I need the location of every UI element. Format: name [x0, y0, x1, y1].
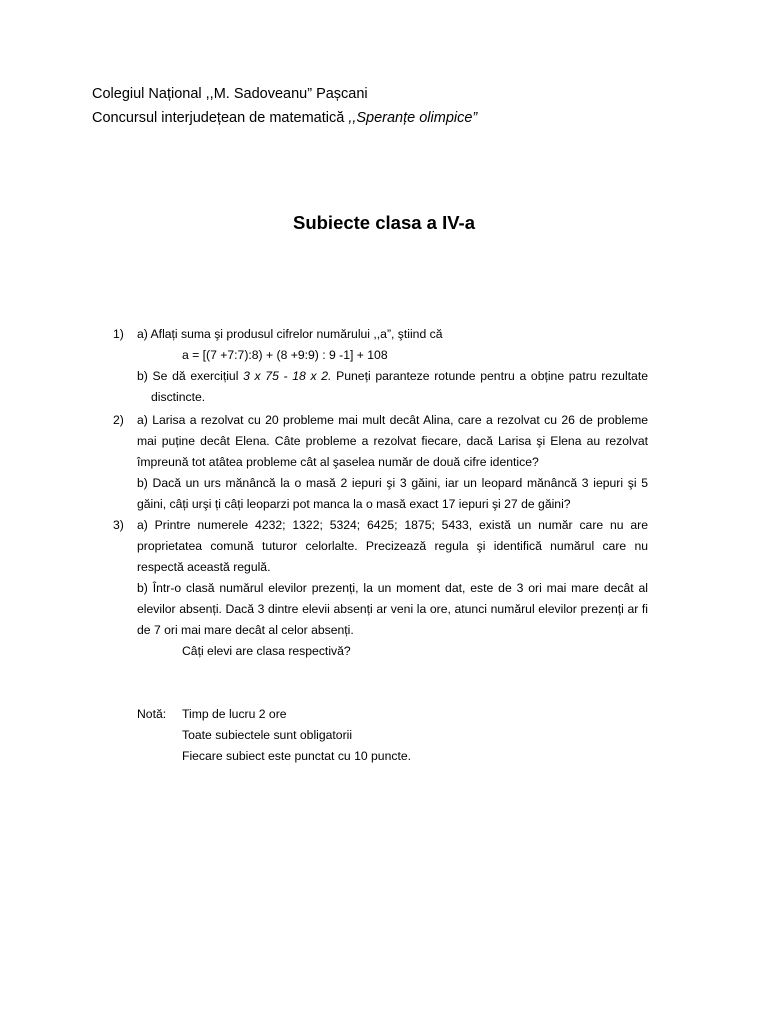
contest-line: [92, 110, 477, 126]
problem-1-expression: 3 x 75 - 18 x 2.: [243, 369, 332, 383]
note-label: Notă:: [137, 707, 167, 721]
contest-name: ,,Speranțe olimpice”: [348, 110, 478, 126]
problem-3-line-6: de 7 ori mai mare decât al celor absenți.: [137, 623, 354, 637]
problem-1-line-b2: disctincte.: [151, 390, 206, 404]
problem-1-line-b: b) Se dă exercițiul 3 x 75 - 18 x 2. Puneți paranteze rotunde pentru a obține patru rezultate: [137, 369, 648, 383]
problem-1-formula: a = [(7 +7:7):8) + (8 +9:9) : 9 -1] + 108: [182, 348, 388, 362]
problem-3-line-7: Câți elevi are clasa respectivă?: [182, 644, 351, 658]
problem-3-line-1: a) Printre numerele 4232; 1322; 5324; 6425; 1875; 5433, există un număr care nu are: [137, 518, 648, 532]
contest-prefix: Concursul interjudețean de matematică: [92, 110, 349, 126]
problem-3-line-4: b) Într-o clasă numărul elevilor prezenți, la un moment dat, este de 3 ori mai mare decât al: [137, 581, 648, 595]
note-line-1: Timp de lucru 2 ore: [182, 707, 287, 721]
problem-3-line-5: elevilor absenți. Dacă 3 dintre elevii absenți ar veni la ore, atunci numărul elevilor prezenți ar fi: [137, 602, 648, 616]
problem-1-line-1: a) Aflați suma şi produsul cifrelor numărului ,,a”, ştiind că: [137, 327, 443, 341]
problem-3-line-3: respectă această regulă.: [137, 560, 271, 574]
problem-2-line-4: b) Dacă un urs mănâncă la o masă 2 iepuri şi 3 găini, iar un leopard mănâncă 3 iepuri şi 5: [137, 476, 648, 490]
problem-2-number: 2): [113, 413, 124, 427]
problem-1-number: 1): [113, 327, 124, 341]
problem-2-line-2: mai puține decât Elena. Câte probleme a rezolvat fiecare, dacă Larisa şi Elena au rezolvat: [137, 434, 648, 448]
problem-3-number: 3): [113, 518, 124, 532]
page-title: Subiecte clasa a IV-a: [292, 212, 476, 233]
problem-2-line-5: găini, câți urşi ți câți leoparzi pot manca la o masă exact 17 iepuri şi 27 de găini?: [137, 497, 571, 511]
school-name: Colegiul Național ,,M. Sadoveanu” Pașcani: [92, 86, 368, 102]
note-line-2: Toate subiectele sunt obligatorii: [182, 728, 353, 742]
problem-2-line-1: a) Larisa a rezolvat cu 20 probleme mai mult decât Alina, care a rezolvat cu 26 de probleme: [137, 413, 648, 427]
note-line-3: Fiecare subiect este punctat cu 10 puncte.: [182, 749, 411, 763]
problem-3-line-2: proprietatea comună tuturor celorlalte. Precizează regula şi identifică numărul care nu: [137, 539, 648, 553]
problem-2-line-3: împreună tot atâtea probleme cât al şaselea număr de două cifre identice?: [137, 455, 539, 469]
